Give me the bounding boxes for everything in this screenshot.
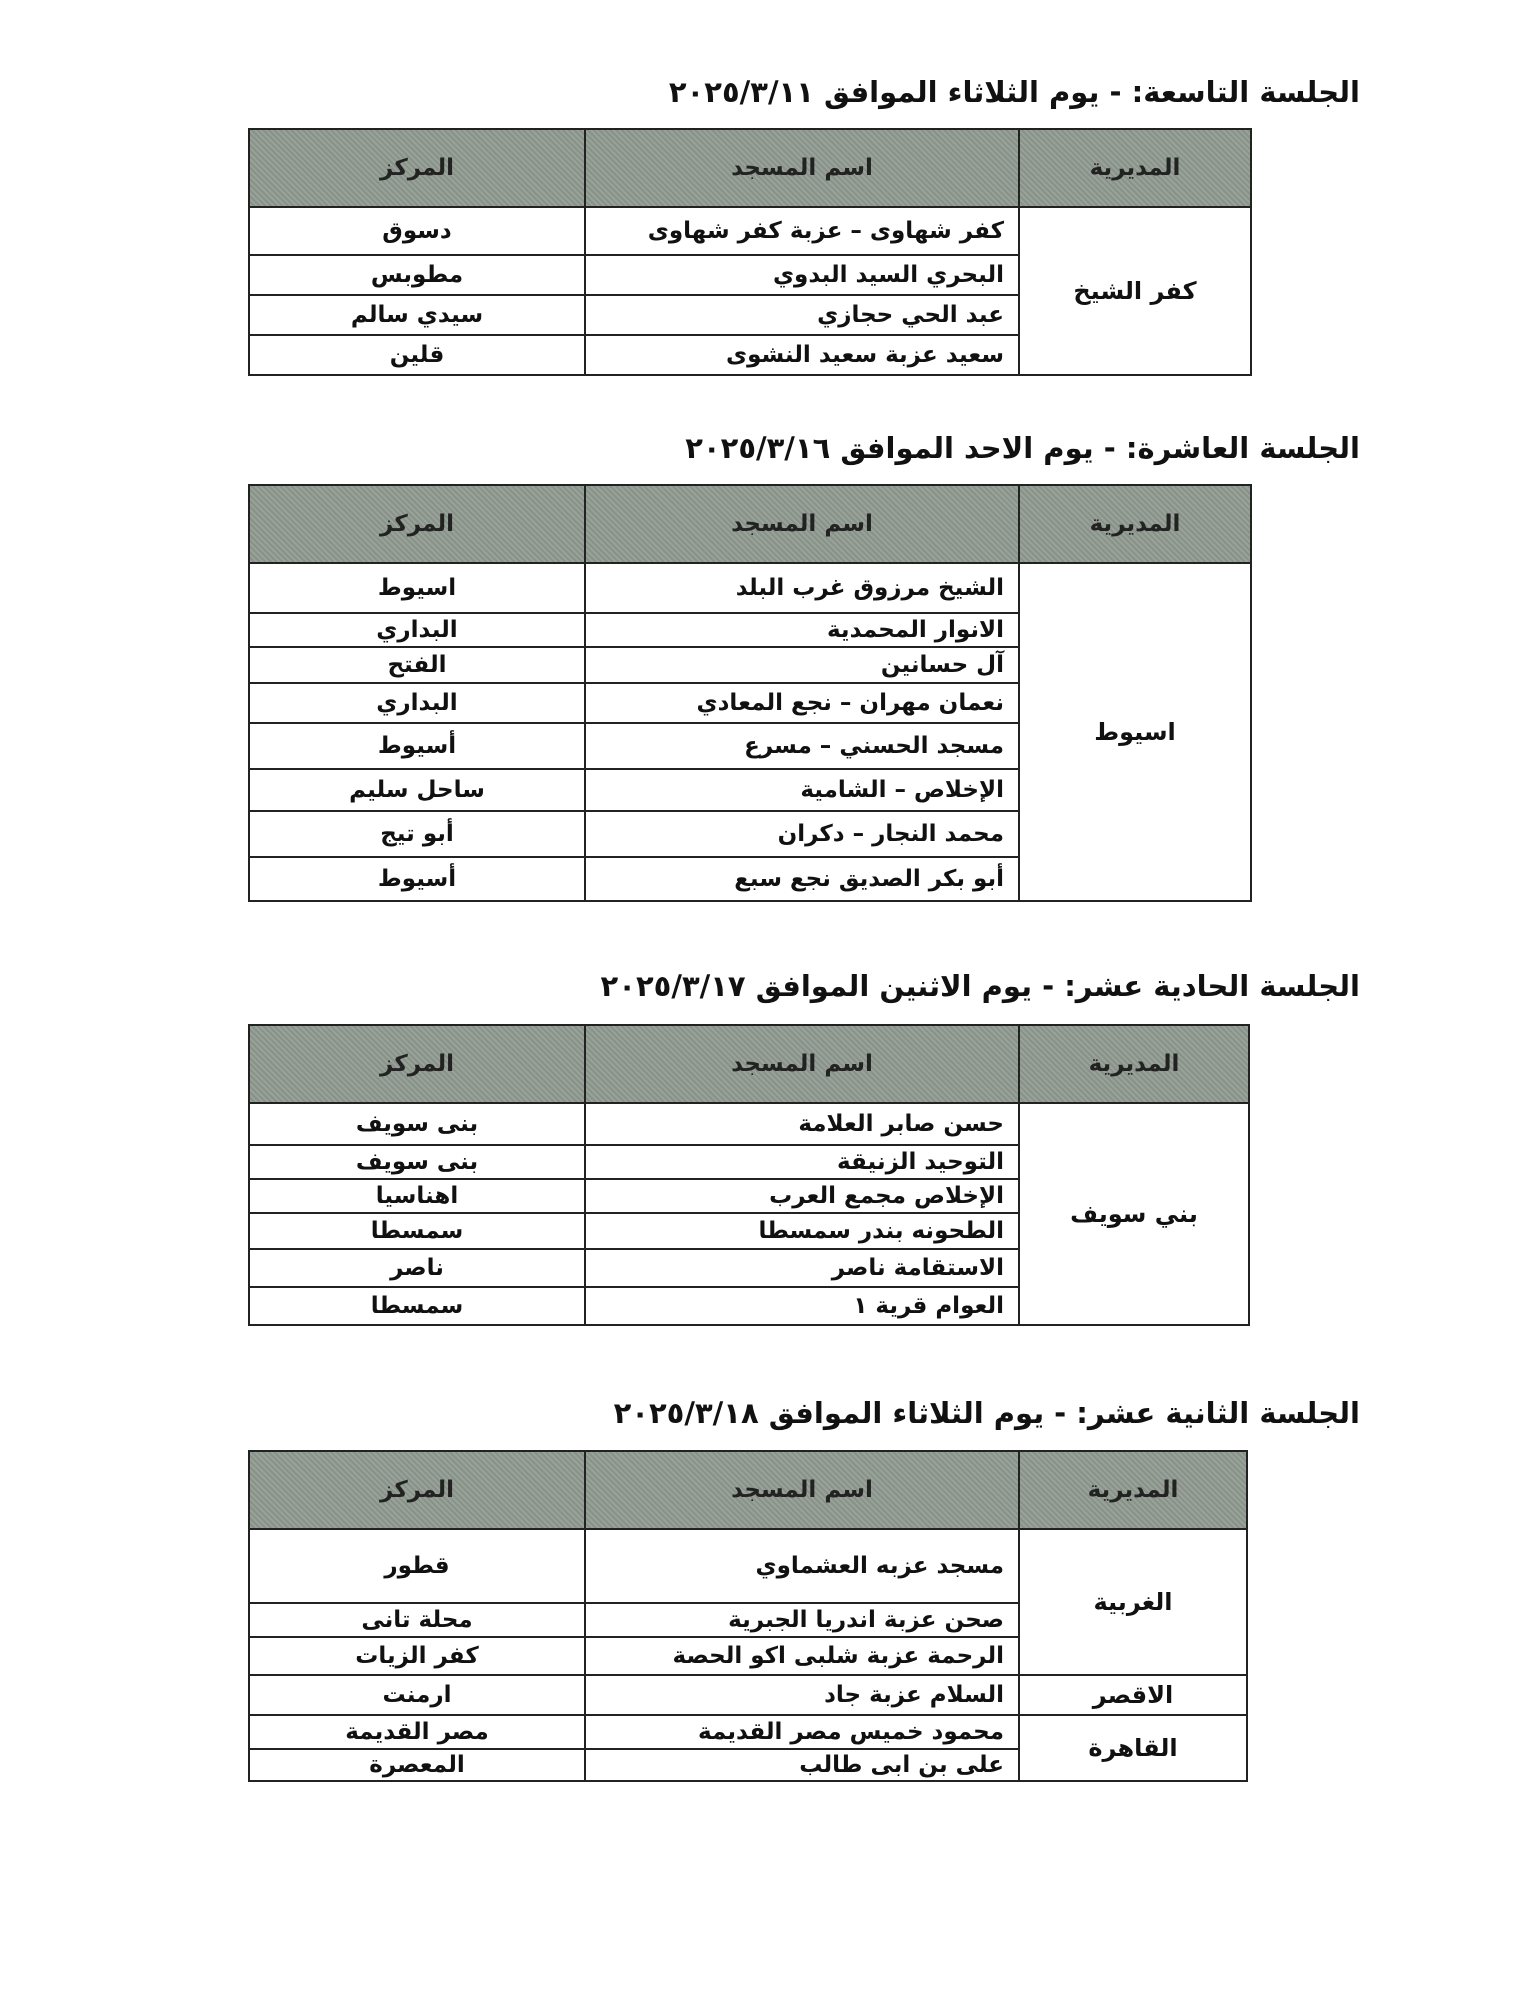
- session-title: الجلسة الحادية عشر: - يوم الاثنين الموافق ٢٠٢٥/٣/١٧: [600, 969, 1360, 1003]
- header-mosque: اسم المسجد: [585, 1451, 1019, 1529]
- header-directorate: المديرية: [1019, 1025, 1249, 1103]
- session-12: [248, 1393, 1360, 1433]
- header-mosque: اسم المسجد: [585, 129, 1019, 207]
- directorate-cell: بني سويف: [1019, 1103, 1249, 1325]
- directorate-cell: الغربية: [1019, 1529, 1247, 1675]
- center-cell: أسيوط: [249, 857, 585, 901]
- center-cell: مطوبس: [249, 255, 585, 295]
- session-title: الجلسة العاشرة: - يوم الاحد الموافق ٢٠٢٥/٣/١٦: [685, 431, 1360, 465]
- center-cell: بنى سويف: [249, 1145, 585, 1179]
- session-9: [248, 72, 1360, 112]
- mosque-cell: الإخلاص مجمع العرب: [585, 1179, 1019, 1213]
- mosque-cell: محمود خميس مصر القديمة: [585, 1715, 1019, 1749]
- center-cell: أبو تيج: [249, 811, 585, 857]
- session-11-table: [248, 1024, 1250, 1326]
- mosque-cell: سعيد عزبة سعيد النشوى: [585, 335, 1019, 375]
- header-mosque: اسم المسجد: [585, 485, 1019, 563]
- center-cell: أسيوط: [249, 723, 585, 769]
- mosque-cell: مسجد الحسني – مسرع: [585, 723, 1019, 769]
- header-center: المركز: [249, 485, 585, 563]
- center-cell: سيدي سالم: [249, 295, 585, 335]
- mosque-cell: السلام عزبة جاد: [585, 1675, 1019, 1715]
- directorate-cell: كفر الشيخ: [1019, 207, 1251, 375]
- mosque-cell: العوام قرية ١: [585, 1287, 1019, 1325]
- center-cell: البداري: [249, 613, 585, 647]
- center-cell: ساحل سليم: [249, 769, 585, 811]
- mosque-cell: التوحيد الزنيقة: [585, 1145, 1019, 1179]
- header-directorate: المديرية: [1019, 1451, 1247, 1529]
- session-12-table: [248, 1450, 1248, 1782]
- center-cell: مصر القديمة: [249, 1715, 585, 1749]
- center-cell: دسوق: [249, 207, 585, 255]
- mosque-cell: الاستقامة ناصر: [585, 1249, 1019, 1287]
- mosque-cell: مسجد عزبه العشماوي: [585, 1529, 1019, 1603]
- mosque-cell: حسن صابر العلامة: [585, 1103, 1019, 1145]
- center-cell: كفر الزيات: [249, 1637, 585, 1675]
- header-directorate: المديرية: [1019, 129, 1251, 207]
- session-10-table: [248, 484, 1252, 902]
- directorate-cell: الاقصر: [1019, 1675, 1247, 1715]
- center-cell: قلين: [249, 335, 585, 375]
- header-mosque: اسم المسجد: [585, 1025, 1019, 1103]
- center-cell: سمسطا: [249, 1287, 585, 1325]
- mosque-cell: الرحمة عزبة شلبى اكو الحصة: [585, 1637, 1019, 1675]
- center-cell: المعصرة: [249, 1749, 585, 1781]
- session-11: [248, 966, 1360, 1006]
- center-cell: بنى سويف: [249, 1103, 585, 1145]
- center-cell: قطور: [249, 1529, 585, 1603]
- center-cell: سمسطا: [249, 1213, 585, 1249]
- mosque-cell: نعمان مهران – نجع المعادي: [585, 683, 1019, 723]
- header-center: المركز: [249, 129, 585, 207]
- center-cell: البداري: [249, 683, 585, 723]
- center-cell: ناصر: [249, 1249, 585, 1287]
- center-cell: ارمنت: [249, 1675, 585, 1715]
- mosque-cell: على بن ابى طالب: [585, 1749, 1019, 1781]
- mosque-cell: كفر شهاوى – عزبة كفر شهاوى: [585, 207, 1019, 255]
- mosque-cell: أبو بكر الصديق نجع سبع: [585, 857, 1019, 901]
- header-directorate: المديرية: [1019, 485, 1251, 563]
- center-cell: اهناسيا: [249, 1179, 585, 1213]
- mosque-cell: الشيخ مرزوق غرب البلد: [585, 563, 1019, 613]
- session-title: الجلسة الثانية عشر: - يوم الثلاثاء الموافق ٢٠٢٥/٣/١٨: [613, 1396, 1360, 1430]
- mosque-cell: صحن عزبة اندريا الجبرية: [585, 1603, 1019, 1637]
- directorate-cell: اسيوط: [1019, 563, 1251, 901]
- header-center: المركز: [249, 1025, 585, 1103]
- directorate-cell: القاهرة: [1019, 1715, 1247, 1781]
- session-10: [248, 428, 1360, 468]
- mosque-cell: الطحونه بندر سمسطا: [585, 1213, 1019, 1249]
- session-title: الجلسة التاسعة: - يوم الثلاثاء الموافق ٢٠٢٥/٣/١١: [668, 75, 1360, 109]
- session-9-table: [248, 128, 1252, 376]
- mosque-cell: عبد الحي حجازي: [585, 295, 1019, 335]
- center-cell: محلة تانى: [249, 1603, 585, 1637]
- center-cell: اسيوط: [249, 563, 585, 613]
- center-cell: الفتح: [249, 647, 585, 683]
- mosque-cell: البحري السيد البدوي: [585, 255, 1019, 295]
- mosque-cell: آل حسانين: [585, 647, 1019, 683]
- mosque-cell: محمد النجار – دكران: [585, 811, 1019, 857]
- mosque-cell: الإخلاص – الشامية: [585, 769, 1019, 811]
- header-center: المركز: [249, 1451, 585, 1529]
- mosque-cell: الانوار المحمدية: [585, 613, 1019, 647]
